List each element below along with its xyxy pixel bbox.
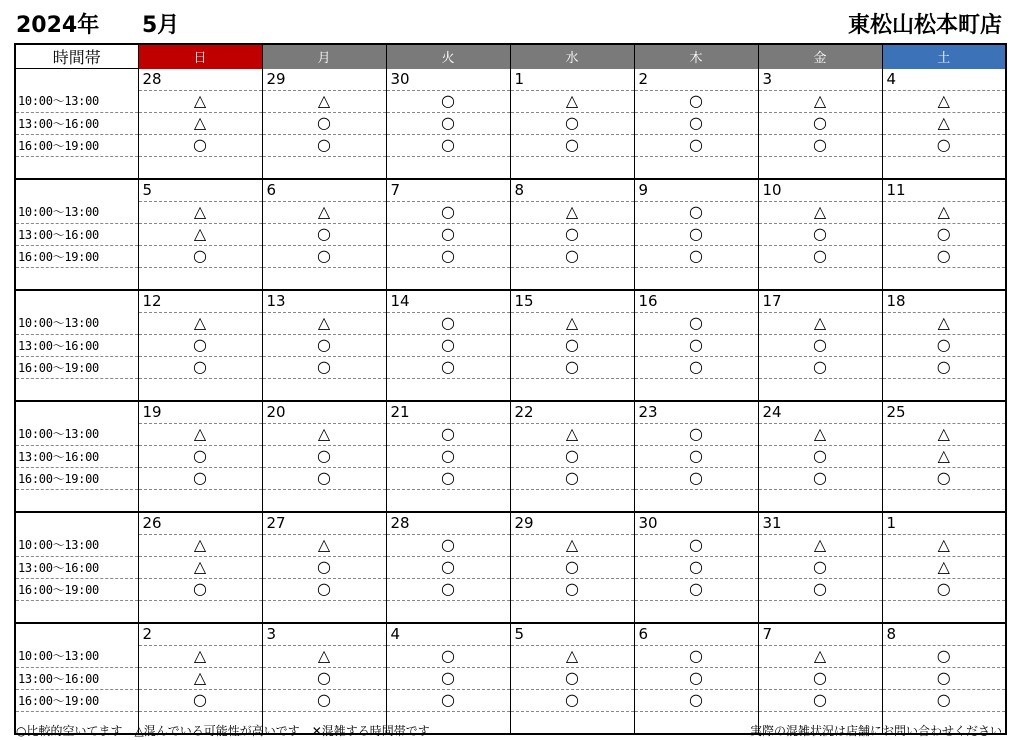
spacer-cell <box>262 378 386 401</box>
crowd-mark: ○ <box>262 334 386 356</box>
day-header-mon: 月 <box>262 44 386 69</box>
spacer-cell <box>386 267 510 290</box>
date-cell-wed: 8 <box>510 179 634 202</box>
crowd-mark: ○ <box>510 445 634 467</box>
date-cell-fri: 24 <box>758 401 882 424</box>
crowd-mark: ○ <box>758 245 882 267</box>
crowd-mark: ○ <box>262 689 386 711</box>
time-slot-label: 13:00～16:00 <box>15 223 138 245</box>
spacer-cell <box>386 489 510 512</box>
spacer-cell <box>138 600 262 623</box>
crowd-mark: ○ <box>634 578 758 600</box>
crowd-mark: ○ <box>386 334 510 356</box>
month-title: 5月 <box>142 13 180 38</box>
crowd-mark: ○ <box>386 578 510 600</box>
date-cell-tue: 7 <box>386 179 510 202</box>
week-date-row <box>15 69 1006 91</box>
time-slot-row <box>15 445 1006 467</box>
crowd-mark: ○ <box>634 467 758 489</box>
date-cell-thu: 23 <box>634 401 758 424</box>
date-cell-sun: 5 <box>138 179 262 202</box>
crowd-mark: ○ <box>882 334 1006 356</box>
week-spacer-row <box>15 267 1006 290</box>
crowd-mark: △ <box>138 90 262 112</box>
spacer-cell <box>882 600 1006 623</box>
crowd-mark: △ <box>510 645 634 667</box>
time-slot-label: 10:00～13:00 <box>15 423 138 445</box>
spacer-cell <box>882 489 1006 512</box>
day-header-fri: 金 <box>758 44 882 69</box>
crowd-mark: ○ <box>386 423 510 445</box>
crowd-mark: ○ <box>758 223 882 245</box>
crowd-mark: ○ <box>634 445 758 467</box>
time-slot-label: 10:00～13:00 <box>15 534 138 556</box>
date-cell-mon: 6 <box>262 179 386 202</box>
crowd-mark: ○ <box>138 334 262 356</box>
crowd-mark: ○ <box>758 578 882 600</box>
crowd-mark: ○ <box>138 356 262 378</box>
time-slot-label: 16:00～19:00 <box>15 245 138 267</box>
crowd-mark: △ <box>138 534 262 556</box>
week-spacer-row <box>15 600 1006 623</box>
crowd-mark: ○ <box>510 556 634 578</box>
spacer-cell <box>634 711 758 734</box>
crowd-mark: ○ <box>758 134 882 156</box>
spacer-cell <box>882 156 1006 179</box>
spacer-cell <box>510 489 634 512</box>
crowd-mark: △ <box>882 201 1006 223</box>
crowd-mark: △ <box>510 534 634 556</box>
time-slot-label: 16:00～19:00 <box>15 356 138 378</box>
week-date-row <box>15 512 1006 535</box>
day-header-sat: 土 <box>882 44 1006 69</box>
date-cell-sun: 19 <box>138 401 262 424</box>
week-date-row <box>15 401 1006 424</box>
crowd-mark: △ <box>510 312 634 334</box>
footer-note: 実際の混雑状況は店舗にお問い合わせください <box>749 724 1002 738</box>
day-header-tue: 火 <box>386 44 510 69</box>
crowd-mark: △ <box>262 201 386 223</box>
crowd-mark: ○ <box>262 112 386 134</box>
date-cell-sun: 2 <box>138 623 262 646</box>
crowd-mark: ○ <box>758 112 882 134</box>
crowd-mark: ○ <box>758 667 882 689</box>
crowd-mark: ○ <box>882 689 1006 711</box>
crowd-mark: △ <box>262 423 386 445</box>
crowd-mark: ○ <box>262 445 386 467</box>
time-slot-row <box>15 223 1006 245</box>
time-slot-label: 10:00～13:00 <box>15 201 138 223</box>
crowd-mark: ○ <box>386 201 510 223</box>
crowd-mark: ○ <box>882 667 1006 689</box>
time-slot-label: 16:00～19:00 <box>15 467 138 489</box>
spacer-cell <box>262 489 386 512</box>
time-slot-row <box>15 312 1006 334</box>
date-cell-sat: 4 <box>882 69 1006 91</box>
crowd-mark: ○ <box>386 223 510 245</box>
crowd-mark: ○ <box>386 134 510 156</box>
date-cell-sat: 8 <box>882 623 1006 646</box>
spacer-cell <box>138 489 262 512</box>
crowd-mark: ○ <box>758 334 882 356</box>
crowd-mark: △ <box>882 445 1006 467</box>
spacer-cell <box>510 711 634 734</box>
spacer-cell <box>138 267 262 290</box>
time-slot-row <box>15 134 1006 156</box>
crowd-mark: △ <box>882 90 1006 112</box>
time-slot-row <box>15 689 1006 711</box>
crowd-mark: △ <box>138 556 262 578</box>
crowd-mark: △ <box>510 423 634 445</box>
crowd-mark: ○ <box>386 645 510 667</box>
crowd-mark: ○ <box>882 467 1006 489</box>
crowd-mark: ○ <box>262 667 386 689</box>
spacer-cell <box>15 600 138 623</box>
spacer-cell <box>15 489 138 512</box>
spacer-cell <box>510 267 634 290</box>
crowd-calendar <box>14 43 1007 735</box>
week-date-row <box>15 623 1006 646</box>
week-spacer-row <box>15 489 1006 512</box>
crowd-mark: ○ <box>386 667 510 689</box>
spacer-cell <box>634 156 758 179</box>
crowd-mark: ○ <box>262 356 386 378</box>
crowd-mark: △ <box>510 201 634 223</box>
crowd-mark: △ <box>138 423 262 445</box>
date-cell-wed: 1 <box>510 69 634 91</box>
crowd-mark: ○ <box>758 556 882 578</box>
crowd-mark: △ <box>262 90 386 112</box>
crowd-mark: ○ <box>262 134 386 156</box>
time-slot-label: 13:00～16:00 <box>15 667 138 689</box>
crowd-mark: △ <box>882 112 1006 134</box>
crowd-mark: ○ <box>262 556 386 578</box>
crowd-mark: ○ <box>386 467 510 489</box>
date-cell-thu: 2 <box>634 69 758 91</box>
crowd-mark: △ <box>882 312 1006 334</box>
time-slot-label: 16:00～19:00 <box>15 134 138 156</box>
date-cell-mon: 29 <box>262 69 386 91</box>
crowd-mark: ○ <box>634 201 758 223</box>
date-cell-tue: 30 <box>386 69 510 91</box>
crowd-mark: △ <box>758 423 882 445</box>
crowd-mark: ○ <box>262 467 386 489</box>
date-cell-wed: 5 <box>510 623 634 646</box>
spacer-cell <box>386 600 510 623</box>
crowd-mark: ○ <box>138 445 262 467</box>
date-cell-sun: 26 <box>138 512 262 535</box>
crowd-mark: ○ <box>510 245 634 267</box>
crowd-mark: ○ <box>138 578 262 600</box>
crowd-mark: △ <box>138 112 262 134</box>
spacer-cell <box>15 156 138 179</box>
crowd-mark: ○ <box>882 645 1006 667</box>
date-cell-tue: 4 <box>386 623 510 646</box>
crowd-mark: △ <box>138 201 262 223</box>
spacer-cell <box>634 600 758 623</box>
spacer-cell <box>386 378 510 401</box>
time-slot-row <box>15 534 1006 556</box>
crowd-mark: △ <box>882 534 1006 556</box>
week-label-cell <box>15 290 138 313</box>
crowd-mark: ○ <box>510 689 634 711</box>
spacer-cell <box>634 267 758 290</box>
time-slot-label: 10:00～13:00 <box>15 312 138 334</box>
spacer-cell <box>262 267 386 290</box>
crowd-mark: ○ <box>634 356 758 378</box>
crowd-mark: △ <box>138 645 262 667</box>
crowd-mark: ○ <box>758 356 882 378</box>
crowd-mark: ○ <box>386 312 510 334</box>
crowd-mark: ○ <box>386 90 510 112</box>
spacer-cell <box>15 267 138 290</box>
date-cell-sun: 12 <box>138 290 262 313</box>
crowd-mark: △ <box>758 312 882 334</box>
crowd-mark: ○ <box>386 356 510 378</box>
crowd-mark: ○ <box>138 134 262 156</box>
date-cell-sat: 25 <box>882 401 1006 424</box>
spacer-cell <box>634 489 758 512</box>
time-slot-label: 10:00～13:00 <box>15 645 138 667</box>
spacer-cell <box>758 378 882 401</box>
date-cell-fri: 10 <box>758 179 882 202</box>
crowd-mark: ○ <box>386 112 510 134</box>
spacer-cell <box>262 600 386 623</box>
crowd-mark: ○ <box>634 423 758 445</box>
week-label-cell <box>15 623 138 646</box>
date-cell-mon: 20 <box>262 401 386 424</box>
crowd-mark: ○ <box>882 223 1006 245</box>
legend: ○比較的空いてます △混んでいる可能性が高いです ✕混雑する時間帯です <box>16 724 430 738</box>
spacer-cell <box>758 600 882 623</box>
year-title: 2024年 <box>16 13 100 38</box>
crowd-mark: ○ <box>634 689 758 711</box>
time-slot-label: 10:00～13:00 <box>15 90 138 112</box>
crowd-mark: ○ <box>882 578 1006 600</box>
spacer-cell <box>634 378 758 401</box>
crowd-mark: ○ <box>510 112 634 134</box>
spacer-cell <box>15 378 138 401</box>
date-cell-fri: 31 <box>758 512 882 535</box>
week-date-row <box>15 179 1006 202</box>
crowd-mark: ○ <box>882 356 1006 378</box>
time-slot-label: 13:00～16:00 <box>15 556 138 578</box>
date-cell-sun: 28 <box>138 69 262 91</box>
crowd-mark: △ <box>262 645 386 667</box>
crowd-mark: ○ <box>634 245 758 267</box>
crowd-mark: ○ <box>634 334 758 356</box>
date-cell-tue: 28 <box>386 512 510 535</box>
time-slot-row <box>15 556 1006 578</box>
time-slot-label: 13:00～16:00 <box>15 445 138 467</box>
crowd-mark: ○ <box>634 223 758 245</box>
date-cell-tue: 21 <box>386 401 510 424</box>
time-slot-label: 13:00～16:00 <box>15 112 138 134</box>
crowd-mark: ○ <box>510 134 634 156</box>
crowd-mark: ○ <box>386 245 510 267</box>
spacer-cell <box>758 156 882 179</box>
spacer-cell <box>386 156 510 179</box>
crowd-mark: ○ <box>634 645 758 667</box>
date-cell-tue: 14 <box>386 290 510 313</box>
time-slot-header: 時間帯 <box>15 44 138 69</box>
time-slot-row <box>15 578 1006 600</box>
time-slot-label: 16:00～19:00 <box>15 689 138 711</box>
week-label-cell <box>15 512 138 535</box>
crowd-mark: △ <box>510 90 634 112</box>
crowd-mark: ○ <box>386 556 510 578</box>
date-cell-fri: 17 <box>758 290 882 313</box>
crowd-mark: ○ <box>882 245 1006 267</box>
date-cell-wed: 29 <box>510 512 634 535</box>
crowd-mark: ○ <box>634 134 758 156</box>
crowd-mark: ○ <box>386 689 510 711</box>
spacer-cell <box>758 489 882 512</box>
crowd-mark: ○ <box>758 689 882 711</box>
time-slot-row <box>15 334 1006 356</box>
time-slot-row <box>15 356 1006 378</box>
week-spacer-row <box>15 156 1006 179</box>
crowd-mark: △ <box>882 556 1006 578</box>
spacer-cell <box>882 267 1006 290</box>
date-cell-sat: 1 <box>882 512 1006 535</box>
date-cell-thu: 16 <box>634 290 758 313</box>
time-slot-row <box>15 645 1006 667</box>
time-slot-row <box>15 467 1006 489</box>
date-cell-mon: 27 <box>262 512 386 535</box>
week-spacer-row <box>15 378 1006 401</box>
time-slot-row <box>15 245 1006 267</box>
date-cell-sat: 18 <box>882 290 1006 313</box>
spacer-cell <box>138 378 262 401</box>
crowd-mark: ○ <box>758 445 882 467</box>
crowd-mark: ○ <box>634 556 758 578</box>
spacer-cell <box>882 378 1006 401</box>
crowd-mark: ○ <box>262 578 386 600</box>
date-cell-sat: 11 <box>882 179 1006 202</box>
week-label-cell <box>15 179 138 202</box>
date-cell-wed: 22 <box>510 401 634 424</box>
crowd-mark: ○ <box>510 356 634 378</box>
crowd-mark: ○ <box>510 578 634 600</box>
time-slot-row <box>15 201 1006 223</box>
time-slot-row <box>15 90 1006 112</box>
spacer-cell <box>758 267 882 290</box>
crowd-mark: ○ <box>138 245 262 267</box>
week-label-cell <box>15 69 138 91</box>
day-header-wed: 水 <box>510 44 634 69</box>
date-cell-thu: 9 <box>634 179 758 202</box>
crowd-mark: △ <box>758 201 882 223</box>
crowd-mark: △ <box>138 223 262 245</box>
date-cell-mon: 13 <box>262 290 386 313</box>
crowd-mark: △ <box>138 667 262 689</box>
week-date-row <box>15 290 1006 313</box>
crowd-mark: ○ <box>510 223 634 245</box>
calendar-body <box>15 69 1006 734</box>
crowd-mark: ○ <box>634 312 758 334</box>
crowd-mark: ○ <box>386 445 510 467</box>
crowd-mark: ○ <box>634 667 758 689</box>
crowd-mark: ○ <box>634 112 758 134</box>
crowd-mark: △ <box>758 90 882 112</box>
spacer-cell <box>510 378 634 401</box>
crowd-mark: ○ <box>758 467 882 489</box>
crowd-mark: ○ <box>634 90 758 112</box>
date-cell-thu: 6 <box>634 623 758 646</box>
store-name: 東松山松本町店 <box>847 13 1002 38</box>
date-cell-thu: 30 <box>634 512 758 535</box>
crowd-mark: △ <box>138 312 262 334</box>
time-slot-label: 13:00～16:00 <box>15 334 138 356</box>
page-header <box>0 0 1020 42</box>
spacer-cell <box>510 600 634 623</box>
date-cell-wed: 15 <box>510 290 634 313</box>
crowd-mark: △ <box>262 534 386 556</box>
spacer-cell <box>262 156 386 179</box>
crowd-mark: ○ <box>510 467 634 489</box>
crowd-mark: ○ <box>386 534 510 556</box>
crowd-mark: ○ <box>138 689 262 711</box>
day-header-thu: 木 <box>634 44 758 69</box>
crowd-mark: ○ <box>510 667 634 689</box>
date-cell-mon: 3 <box>262 623 386 646</box>
crowd-mark: △ <box>758 534 882 556</box>
crowd-mark: ○ <box>138 467 262 489</box>
date-cell-fri: 7 <box>758 623 882 646</box>
time-slot-row <box>15 112 1006 134</box>
crowd-mark: ○ <box>262 223 386 245</box>
spacer-cell <box>510 156 634 179</box>
time-slot-row <box>15 667 1006 689</box>
spacer-cell <box>138 156 262 179</box>
week-label-cell <box>15 401 138 424</box>
crowd-mark: ○ <box>882 134 1006 156</box>
time-slot-label: 16:00～19:00 <box>15 578 138 600</box>
crowd-mark: ○ <box>510 334 634 356</box>
crowd-mark: △ <box>262 312 386 334</box>
day-header-sun: 日 <box>138 44 262 69</box>
crowd-mark: ○ <box>262 245 386 267</box>
crowd-mark: ○ <box>634 534 758 556</box>
crowd-mark: △ <box>882 423 1006 445</box>
time-slot-row <box>15 423 1006 445</box>
crowd-mark: △ <box>758 645 882 667</box>
date-cell-fri: 3 <box>758 69 882 91</box>
